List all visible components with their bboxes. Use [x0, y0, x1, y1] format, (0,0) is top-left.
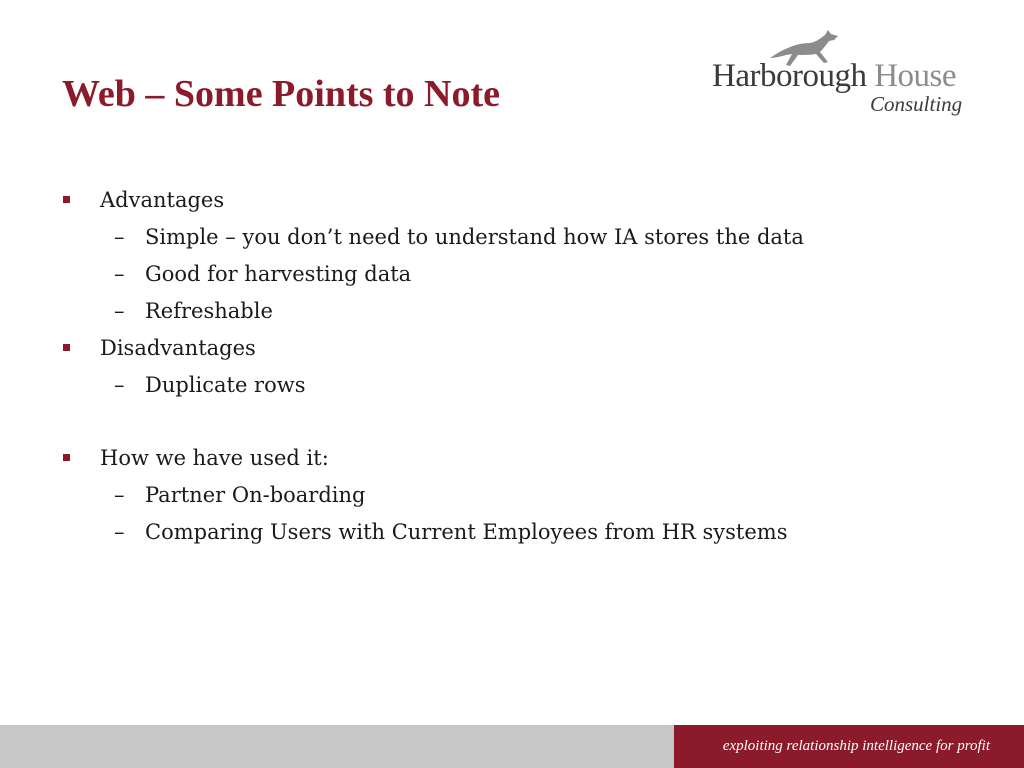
sub-item-text: Simple – you don’t need to understand how IA stores the data	[145, 225, 804, 249]
square-bullet-icon	[63, 196, 70, 203]
footer-bar-gray	[0, 725, 674, 768]
sub-list-item	[60, 516, 960, 553]
list-item-advantages	[60, 184, 960, 221]
square-bullet-icon	[63, 344, 70, 351]
dash-bullet-icon: –	[114, 373, 125, 397]
slide-title: Web – Some Points to Note	[62, 73, 501, 115]
sub-list-item	[60, 369, 960, 406]
dash-bullet-icon: –	[114, 520, 125, 544]
dash-bullet-icon: –	[114, 225, 125, 249]
sub-item-text: Duplicate rows	[145, 373, 306, 397]
section-label: How we have used it:	[100, 446, 329, 470]
footer-tagline: exploiting relationship intelligence for profit	[722, 738, 990, 754]
logo-name-part2: House	[874, 58, 957, 94]
sub-item-text: Partner On-boarding	[145, 483, 366, 507]
list-item-disadvantages	[60, 332, 960, 369]
logo-name-part1: Harborough	[712, 58, 867, 94]
footer-bar-accent	[674, 725, 1024, 768]
section-label: Disadvantages	[100, 336, 256, 360]
sub-item-text: Refreshable	[145, 299, 273, 323]
sub-list-item	[60, 479, 960, 516]
sub-list-item	[60, 258, 960, 295]
dash-bullet-icon: –	[114, 299, 125, 323]
list-item-usage	[60, 442, 960, 479]
square-bullet-icon	[63, 454, 70, 461]
spacer	[60, 406, 960, 442]
dash-bullet-icon: –	[114, 483, 125, 507]
section-label: Advantages	[100, 188, 225, 212]
company-logo	[712, 28, 992, 124]
logo-wordmark	[712, 58, 956, 94]
sub-item-text: Good for harvesting data	[145, 262, 412, 286]
bullet-list	[60, 184, 960, 553]
logo-subtitle: Consulting	[870, 92, 963, 116]
sub-item-text: Comparing Users with Current Employees from HR systems	[145, 520, 788, 544]
dash-bullet-icon: –	[114, 262, 125, 286]
sub-list-item	[60, 221, 960, 258]
sub-list-item	[60, 295, 960, 332]
